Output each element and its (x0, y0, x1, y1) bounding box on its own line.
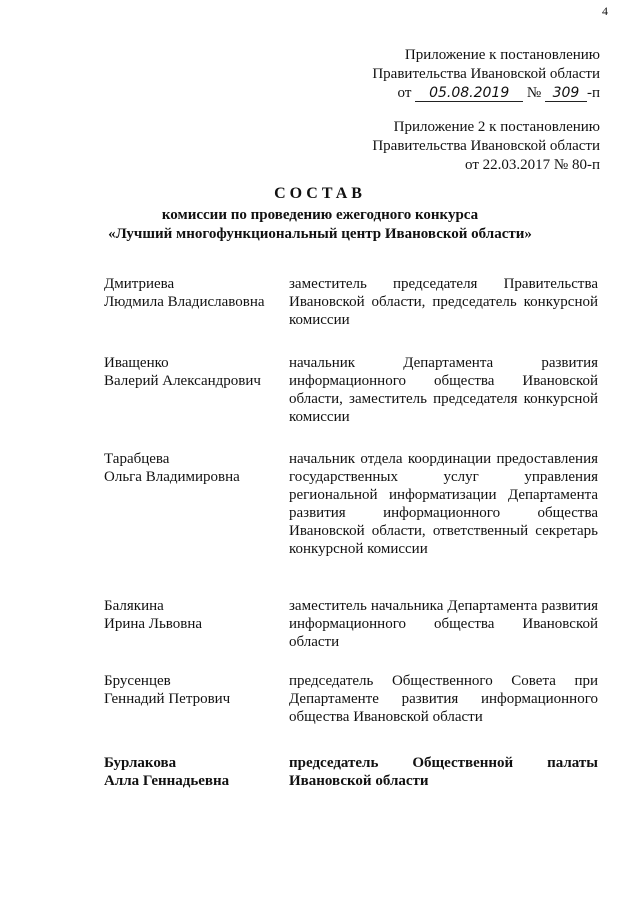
annex-line: Правительства Ивановской области (372, 66, 600, 82)
member-name (104, 672, 279, 708)
annex-line: Правительства Ивановской области (372, 138, 600, 154)
member-given-names: Валерий Александрович (104, 373, 261, 389)
member-surname: Иващенко (104, 355, 169, 371)
annex-line: Приложение к постановлению (404, 47, 600, 63)
member-role: председатель Общественной палаты Ивановской области (289, 755, 598, 789)
title-subheading: комиссии по проведению ежегодного конкурса (161, 207, 479, 223)
member-role: заместитель председателя Правительства Ивановской области, председатель конкурсной комиссии (289, 276, 598, 328)
title-subheading: «Лучший многофункциональный центр Ивановской области» (108, 226, 532, 242)
member-name (104, 597, 279, 633)
handwritten-number: 309 (545, 86, 587, 102)
member-surname: Бурлакова (104, 755, 177, 771)
member-surname: Балякина (104, 598, 164, 614)
annex-date-line (372, 84, 600, 103)
member-role: заместитель начальника Департамента развития информационного общества Ивановской области (289, 598, 598, 650)
handwritten-date: 05.08.2019 (415, 86, 523, 102)
number-sign: № (526, 85, 542, 101)
member-given-names: Ольга Владимировна (104, 469, 240, 485)
member-name (104, 275, 279, 311)
member-surname: Брусенцев (104, 673, 171, 689)
page-number: 4 (602, 4, 608, 18)
member-surname: Дмитриева (104, 276, 175, 292)
from-prefix: от (397, 85, 412, 101)
member-name (104, 354, 279, 390)
number-suffix: -п (586, 85, 600, 101)
member-role: начальник Департамента развития информационного общества Ивановской области, заместитель председателя конкурсной комиссии (289, 355, 598, 425)
member-given-names: Людмила Владиславовна (104, 294, 265, 310)
title-heading: СОСТАВ (274, 185, 366, 202)
annex-block-current (372, 46, 600, 103)
member-surname: Тарабцева (104, 451, 170, 467)
member-role: председатель Общественного Совета при Департаменте развития информационного общества Ивановской области (289, 673, 598, 725)
member-given-names: Алла Геннадьевна (104, 773, 230, 789)
annex-line: Приложение 2 к постановлению (393, 119, 600, 135)
annex-line: от 22.03.2017 № 80-п (465, 157, 600, 173)
member-name (104, 754, 279, 790)
member-given-names: Геннадий Петрович (104, 691, 231, 707)
annex-block-original (372, 118, 600, 175)
member-given-names: Ирина Львовна (104, 616, 203, 632)
member-role: начальник отдела координации предоставления государственных услуг управления региональной информатизации Департамента развития информационного общества Ивановской области, ответственный секретарь конкурсной комиссии (289, 451, 598, 557)
document-title (0, 184, 640, 244)
member-name (104, 450, 279, 486)
